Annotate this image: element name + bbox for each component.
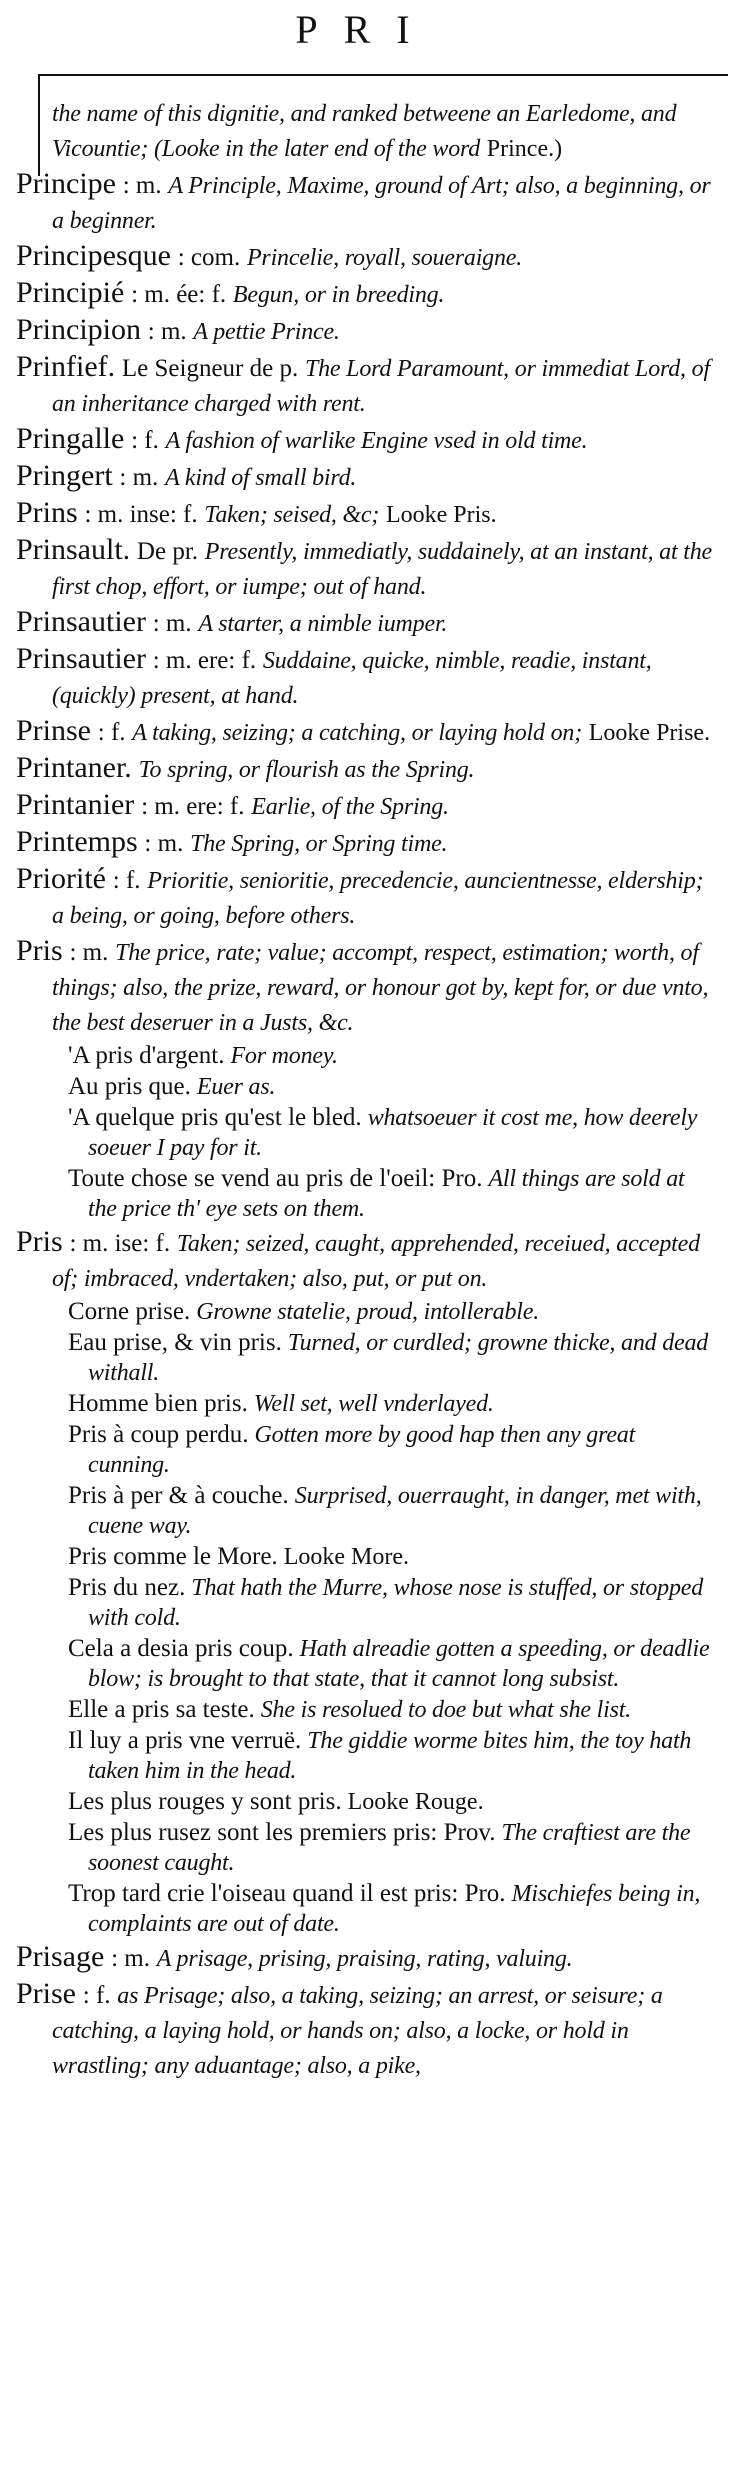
definition: To spring, or flourish as the Spring.: [138, 757, 475, 783]
dictionary-entry: [16, 313, 716, 349]
definition: The price, rate; value; accompt, respect, estimation; worth, of things; also, the prize, reward, or honour got by, kept for, or due vnto, the best deseruer in a Justs, &c.: [52, 940, 709, 1036]
headword: Printemps: [16, 825, 138, 858]
grammar-label: : m. ise: f.: [69, 1230, 171, 1257]
definition: The giddie worme bites him, the toy hath taken him in the head.: [88, 1728, 692, 1784]
definition: All things are sold at the price th' eye sets on them.: [88, 1166, 685, 1222]
sub-entry: [16, 1695, 716, 1725]
definition: A Principle, Maxime, ground of Art; also, a beginning, or a beginner.: [52, 173, 711, 234]
definition: Hath alreadie gotten a speeding, or deadlie blow; is brought to that state, that it cannot long subsist.: [88, 1636, 710, 1692]
dictionary-entry: [16, 1977, 716, 2083]
dictionary-entry: [16, 459, 716, 495]
sub-entry: [16, 1103, 716, 1163]
definition: the name of this dignitie, and ranked betweene an Earledome, and Vicountie; (Looke in the later end of the word: [52, 101, 677, 162]
cross-reference: Prince.): [486, 136, 563, 162]
dictionary-entry: [16, 862, 716, 933]
definition: Well set, well vnderlayed.: [253, 1391, 494, 1417]
headword: Il luy a pris vne verruë.: [68, 1727, 302, 1754]
headword: Pris: [16, 934, 63, 967]
headword: Prinsault.: [16, 533, 131, 566]
headword: Au pris que.: [68, 1073, 191, 1100]
headword: Trop tard crie l'oiseau quand il est pris: Pro.: [68, 1880, 506, 1907]
headword: 'A pris d'argent.: [68, 1042, 225, 1069]
headword: Printaner.: [16, 751, 132, 784]
dictionary-entry: [16, 642, 716, 713]
sub-entry: [16, 1164, 716, 1224]
definition: Prioritie, senioritie, precedencie, auncientnesse, eldership; a being, or going, before others.: [52, 868, 704, 929]
dictionary-entry: [16, 825, 716, 861]
headword: Prise: [16, 1977, 76, 2010]
dictionary-entry: [16, 239, 716, 275]
headword: Cela a desia pris coup.: [68, 1635, 294, 1662]
definition: A pettie Prince.: [193, 319, 340, 345]
headword: Prinfief.: [16, 350, 116, 383]
definition: Suddaine, quicke, nimble, readie, instant, (quickly) present, at hand.: [52, 648, 652, 709]
headword: Pris comme le More.: [68, 1543, 278, 1570]
definition: Princelie, royall, soueraigne.: [246, 245, 523, 271]
sub-entry: [16, 1328, 716, 1388]
headword: Pris à coup perdu.: [68, 1421, 249, 1448]
definition: For money.: [230, 1043, 338, 1069]
definition: Growne statelie, proud, intollerable.: [196, 1299, 539, 1325]
headword: Prisage: [16, 1940, 105, 1973]
headword: Pris du nez.: [68, 1574, 186, 1601]
grammar-label: : m.: [144, 830, 184, 857]
definition: Gotten more by good hap then any great cunning.: [88, 1422, 636, 1478]
grammar-label: : m. ere: f.: [152, 647, 257, 674]
definition: The craftiest are the soonest caught.: [88, 1820, 691, 1876]
definition: Surprised, ouerraught, in danger, met with, cuene way.: [88, 1483, 702, 1539]
definition: A kind of small bird.: [165, 465, 357, 491]
headword: Prins: [16, 496, 78, 529]
definition: A starter, a nimble iumper.: [198, 611, 448, 637]
sub-entry: [16, 1818, 716, 1878]
sub-entry: [16, 1389, 716, 1419]
grammar-label: : f.: [112, 867, 141, 894]
definition: That hath the Murre, whose nose is stuffed, or stopped with cold.: [88, 1575, 703, 1631]
grammar-label: Le Seigneur de p.: [121, 355, 299, 382]
sub-entry: [16, 1481, 716, 1541]
sub-entry: [16, 1297, 716, 1327]
dictionary-entry: [16, 167, 716, 238]
page-header: [0, 0, 731, 60]
definition: Taken; seized, caught, apprehended, receiued, accepted of; imbraced, vndertaken; also, put, or put on.: [52, 1231, 700, 1292]
definition: She is resolued to doe but what she list.: [260, 1697, 631, 1723]
grammar-label: : m.: [69, 939, 109, 966]
headword: Elle a pris sa teste.: [68, 1696, 255, 1723]
dictionary-entry: [16, 422, 716, 458]
grammar-label: : m.: [119, 464, 159, 491]
headword: Prinsautier: [16, 642, 146, 675]
grammar-label: : m. inse: f.: [84, 501, 198, 528]
definition: Begun, or in breeding.: [232, 282, 445, 308]
grammar-label: : m. ere: f.: [141, 793, 245, 820]
sub-entry: [16, 1542, 716, 1572]
headword: Principesque: [16, 239, 171, 272]
headword: Eau prise, & vin pris.: [68, 1329, 282, 1356]
headword: Principié: [16, 276, 125, 309]
running-head: PRI: [295, 7, 436, 52]
sub-entry: [16, 1726, 716, 1786]
dictionary-entry: [16, 1940, 716, 1976]
definition: Turned, or curdled; growne thicke, and dead withall.: [88, 1330, 709, 1386]
grammar-label: : m.: [152, 610, 192, 637]
headword: Principion: [16, 313, 141, 346]
dictionary-entry: [16, 533, 716, 604]
headword: Prinsautier: [16, 605, 146, 638]
grammar-label: : f.: [97, 719, 126, 746]
grammar-label: : com.: [177, 244, 241, 271]
sub-entry: [16, 1634, 716, 1694]
grammar-label: : m.: [111, 1945, 150, 1972]
headword: Pringert: [16, 459, 113, 492]
sub-entry: [16, 1573, 716, 1633]
headword: Pris à per & à couche.: [68, 1482, 289, 1509]
sub-entry: [16, 1420, 716, 1480]
cross-reference: Looke Pris.: [385, 502, 497, 528]
sub-entry: [16, 1041, 716, 1071]
entry-list: [16, 96, 716, 2084]
headword: Principe: [16, 167, 116, 200]
grammar-label: De pr.: [136, 538, 199, 565]
sub-entry: [16, 1072, 716, 1102]
definition: A prisage, prising, praising, rating, valuing.: [156, 1946, 573, 1972]
grammar-label: : m.: [122, 172, 162, 199]
headword: Les plus rusez sont les premiers pris: Prov.: [68, 1819, 496, 1846]
headword: 'A quelque pris qu'est le bled.: [68, 1104, 362, 1131]
headword: Homme bien pris.: [68, 1390, 248, 1417]
definition: whatsoeuer it cost me, how deerely soeuer I pay for it.: [88, 1105, 698, 1161]
dictionary-entry: [16, 934, 716, 1040]
headword: Toute chose se vend au pris de l'oeil: Pro.: [68, 1165, 483, 1192]
continued-entry: [16, 96, 716, 166]
grammar-label: : m. ée: f.: [131, 281, 227, 308]
definition: Taken; seised, &c;: [204, 502, 380, 528]
headword: Les plus rouges y sont pris.: [68, 1788, 342, 1815]
dictionary-entry: [16, 605, 716, 641]
headword: Printanier: [16, 788, 135, 821]
cross-reference: Looke More.: [283, 1544, 409, 1570]
definition: Presently, immediatly, suddainely, at an instant, at the first chop, effort, or iumpe; out of hand.: [52, 539, 712, 600]
headword: Pris: [16, 1225, 63, 1258]
definition: A fashion of warlike Engine vsed in old time.: [165, 428, 588, 454]
dictionary-entry: [16, 1225, 716, 1296]
headword: Prinse: [16, 714, 91, 747]
cross-reference: Looke Rouge.: [347, 1789, 484, 1815]
definition: Mischiefes being in, complaints are out of date.: [88, 1881, 701, 1937]
definition: A taking, seizing; a catching, or laying hold on;: [132, 720, 582, 746]
definition: Earlie, of the Spring.: [251, 794, 449, 820]
definition: The Spring, or Spring time.: [190, 831, 448, 857]
grammar-label: : m.: [147, 318, 187, 345]
dictionary-entry: [16, 496, 716, 532]
grammar-label: : f.: [131, 427, 159, 454]
sub-entry: [16, 1787, 716, 1817]
dictionary-entry: [16, 350, 716, 421]
headword: Corne prise.: [68, 1298, 191, 1325]
grammar-label: : f.: [82, 1982, 111, 2009]
headword: Priorité: [16, 862, 106, 895]
sub-entry: [16, 1879, 716, 1939]
definition: as Prisage; also, a taking, seizing; an arrest, or seisure; a catching, a laying hold, or hands on; also, a locke, or hold in wrastling; any aduantage; also, a pike,: [52, 1983, 663, 2079]
dictionary-entry: [16, 788, 716, 824]
headword: Pringalle: [16, 422, 125, 455]
definition: The Lord Paramount, or immediat Lord, of an inheritance charged with rent.: [52, 356, 710, 417]
header-rule: [38, 74, 728, 76]
dictionary-entry: [16, 276, 716, 312]
cross-reference: Looke Prise.: [588, 720, 711, 746]
dictionary-entry: [16, 714, 716, 750]
definition: Euer as.: [196, 1074, 276, 1100]
dictionary-entry: [16, 751, 716, 787]
